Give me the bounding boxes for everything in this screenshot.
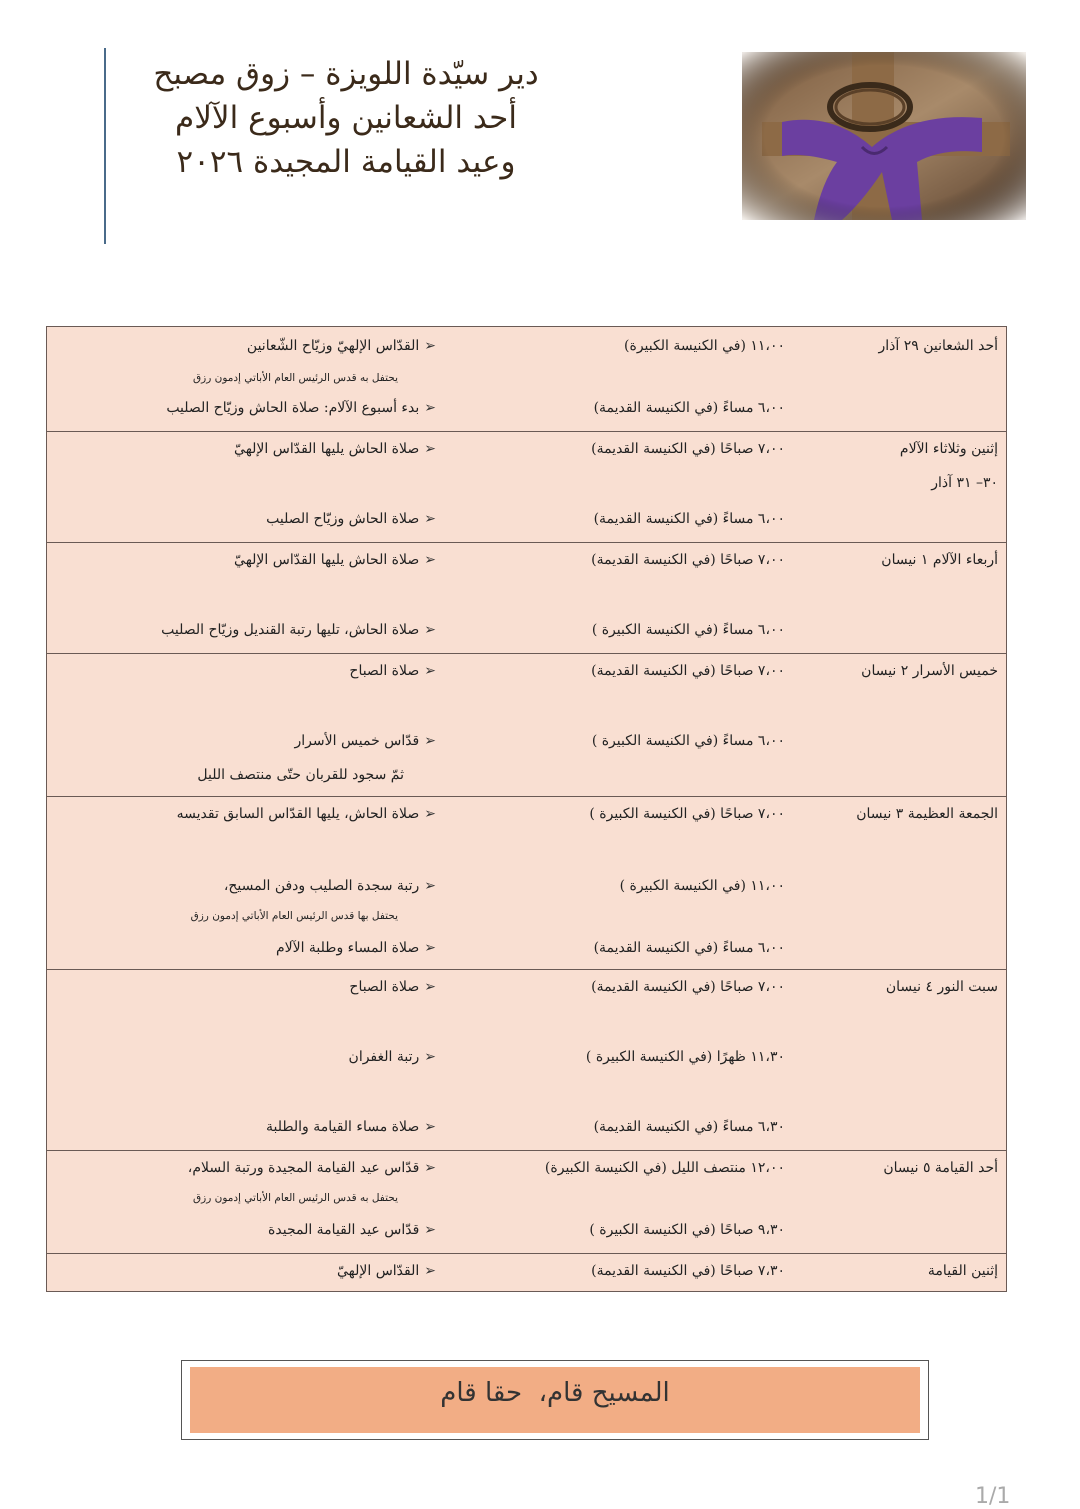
- times-cell: [446, 970, 801, 1151]
- event-item: ➢صلاة الحاش وزيّاح الصليب: [266, 511, 436, 527]
- bullet-arrow-icon: ➢: [424, 733, 436, 749]
- day-cell: [801, 327, 1007, 432]
- schedule-row: [47, 970, 1007, 1151]
- time-item: ٦،٠٠ مساءً (في الكنيسة القديمة): [593, 400, 785, 416]
- time-item: ٧،٠٠ صباحًا (في الكنيسة القديمة): [591, 552, 785, 568]
- day-cell: [801, 543, 1007, 654]
- bullet-arrow-icon: ➢: [424, 1222, 436, 1238]
- event-note: ثمّ سجود للقربان حتّى منتصف الليل: [197, 767, 404, 783]
- event-item: ➢صلاة الصباح: [349, 663, 436, 679]
- event-item: ➢رتبة الغفران: [348, 1049, 436, 1065]
- title-line-holy-week: أحد الشعانين وأسبوع الآلام: [175, 100, 517, 136]
- day-cell: [801, 797, 1007, 970]
- time-item: ٧،٣٠ صباحًا (في الكنيسة القديمة): [591, 1263, 785, 1279]
- day-cell: [801, 970, 1007, 1151]
- schedule-row: [47, 1254, 1007, 1292]
- event-item: ➢صلاة الصباح: [349, 979, 436, 995]
- bullet-arrow-icon: ➢: [424, 441, 436, 457]
- schedule-row: [47, 654, 1007, 797]
- time-item: ٦،٠٠ مساءً (في الكنيسة الكبيرة ): [591, 622, 785, 638]
- times-cell: [446, 1151, 801, 1254]
- day-label: سبت النور ٤ نيسان: [885, 979, 998, 995]
- schedule-row: [47, 543, 1007, 654]
- day-cell: [801, 432, 1007, 543]
- time-item: ٦،٣٠ مساءً (في الكنيسة القديمة): [593, 1119, 785, 1135]
- event-item: ➢القدّاس الإلهيّ وزيّاح الشّعانين: [246, 338, 436, 354]
- day-label: إثنين القيامة: [927, 1263, 998, 1279]
- time-item: ٦،٠٠ مساءً (في الكنيسة الكبيرة ): [591, 733, 785, 749]
- day-label: خميس الأسرار ٢ نيسان: [861, 663, 998, 679]
- time-item: ٧،٠٠ صباحًا (في الكنيسة القديمة): [591, 979, 785, 995]
- event-item: ➢قدّاس عيد القيامة المجيدة ورتبة السلام،: [187, 1160, 436, 1176]
- events-cell: [47, 543, 447, 654]
- bullet-arrow-icon: ➢: [424, 511, 436, 527]
- events-cell: [47, 797, 447, 970]
- event-note: يحتفل بها قدس الرئيس العام الأباتي إدمون رزق: [190, 910, 398, 922]
- event-item: ➢صلاة الحاش يليها القدّاس الإلهيّ: [234, 441, 436, 457]
- title-line-monastery: دير سيّدة اللويزة – زوق مصبح: [153, 56, 539, 92]
- time-item: ٦،٠٠ مساءً (في الكنيسة القديمة): [593, 940, 785, 956]
- page-indicator: 1/1: [975, 1484, 1011, 1509]
- day-label: أربعاء الآلام ١ نيسان: [881, 552, 998, 568]
- easter-greeting-banner: [181, 1360, 929, 1440]
- event-item: ➢بدء أسبوع الآلام: صلاة الحاش وزيّاح الصليب: [166, 400, 436, 416]
- bullet-arrow-icon: ➢: [424, 806, 436, 822]
- schedule-table: [46, 326, 1007, 1292]
- day-label: الجمعة العظيمة ٣ نيسان: [856, 806, 998, 822]
- time-item: ١١،٠٠ (في الكنيسة الكبيرة): [624, 338, 785, 354]
- event-item: ➢قدّاس خميس الأسرار: [294, 733, 436, 749]
- bullet-arrow-icon: ➢: [424, 400, 436, 416]
- event-note: يحتفل به قدس الرئيس العام الأباتي إدمون رزق: [192, 372, 398, 384]
- time-item: ٧،٠٠ صباحًا (في الكنيسة الكبيرة ): [589, 806, 785, 822]
- bullet-arrow-icon: ➢: [424, 979, 436, 995]
- event-item: ➢صلاة المساء وطلبة الآلام: [275, 940, 436, 956]
- bullet-arrow-icon: ➢: [424, 552, 436, 568]
- events-cell: [47, 432, 447, 543]
- banner-fill: [190, 1367, 920, 1433]
- banner-text: المسيح قام، حقا قام: [440, 1378, 670, 1408]
- day-cell: [801, 1151, 1007, 1254]
- schedule-row: [47, 797, 1007, 970]
- page-title: [120, 52, 572, 184]
- bullet-arrow-icon: ➢: [424, 878, 436, 894]
- event-item: ➢صلاة الحاش، تليها رتبة القنديل وزيّاح الصليب: [161, 622, 436, 638]
- event-item: ➢صلاة الحاش، يليها القدّاس السابق تقديسه: [176, 806, 436, 822]
- times-cell: [446, 797, 801, 970]
- times-cell: [446, 432, 801, 543]
- day-label: إثنين وثلاثاء الآلام: [899, 441, 998, 457]
- schedule-row: [47, 1151, 1007, 1254]
- schedule-row: [47, 432, 1007, 543]
- header-divider: [104, 48, 106, 244]
- event-item: ➢القدّاس الإلهيّ: [336, 1263, 436, 1279]
- events-cell: [47, 970, 447, 1151]
- bullet-arrow-icon: ➢: [424, 1263, 436, 1279]
- day-date-range: ٣٠– ٣١ آذار: [931, 475, 998, 491]
- day-cell: [801, 654, 1007, 797]
- events-cell: [47, 1151, 447, 1254]
- time-item: ١٢،٠٠ منتصف الليل (في الكنيسة الكبيرة): [544, 1160, 785, 1176]
- time-item: ٧،٠٠ صباحًا (في الكنيسة القديمة): [591, 663, 785, 679]
- time-item: ٩،٣٠ صباحًا (في الكنيسة الكبيرة ): [589, 1222, 785, 1238]
- times-cell: [446, 543, 801, 654]
- event-note: يحتفل به قدس الرئيس العام الأباتي إدمون رزق: [192, 1192, 398, 1204]
- events-cell: [47, 654, 447, 797]
- bullet-arrow-icon: ➢: [424, 622, 436, 638]
- day-label: أحد القيامة ٥ نيسان: [883, 1160, 998, 1176]
- event-item: ➢صلاة مساء القيامة والطلبة: [266, 1119, 436, 1135]
- bullet-arrow-icon: ➢: [424, 1049, 436, 1065]
- bullet-arrow-icon: ➢: [424, 1119, 436, 1135]
- cross-with-crown-of-thorns-image: [742, 52, 1026, 220]
- times-cell: [446, 1254, 801, 1292]
- bullet-arrow-icon: ➢: [424, 663, 436, 679]
- events-cell: [47, 1254, 447, 1292]
- bullet-arrow-icon: ➢: [424, 940, 436, 956]
- time-item: ٦،٠٠ مساءً (في الكنيسة القديمة): [593, 511, 785, 527]
- time-item: ١١،٠٠ (في الكنيسة الكبيرة ): [619, 878, 785, 894]
- bullet-arrow-icon: ➢: [424, 338, 436, 354]
- day-cell: [801, 1254, 1007, 1292]
- time-item: ٧،٠٠ صباحًا (في الكنيسة القديمة): [591, 441, 785, 457]
- event-item: ➢صلاة الحاش يليها القدّاس الإلهيّ: [234, 552, 436, 568]
- events-cell: [47, 327, 447, 432]
- times-cell: [446, 327, 801, 432]
- event-item: ➢قدّاس عيد القيامة المجيدة: [268, 1222, 436, 1238]
- event-item: ➢رتبة سجدة الصليب ودفن المسيح،: [223, 878, 436, 894]
- bullet-arrow-icon: ➢: [424, 1160, 436, 1176]
- day-label: أحد الشعانين ٢٩ آذار: [878, 338, 998, 354]
- times-cell: [446, 654, 801, 797]
- time-item: ١١،٣٠ ظهرًا (في الكنيسة الكبيرة ): [585, 1049, 785, 1065]
- schedule-row: [47, 327, 1007, 432]
- title-line-easter: وعيد القيامة المجيدة ٢٠٢٦: [176, 144, 516, 180]
